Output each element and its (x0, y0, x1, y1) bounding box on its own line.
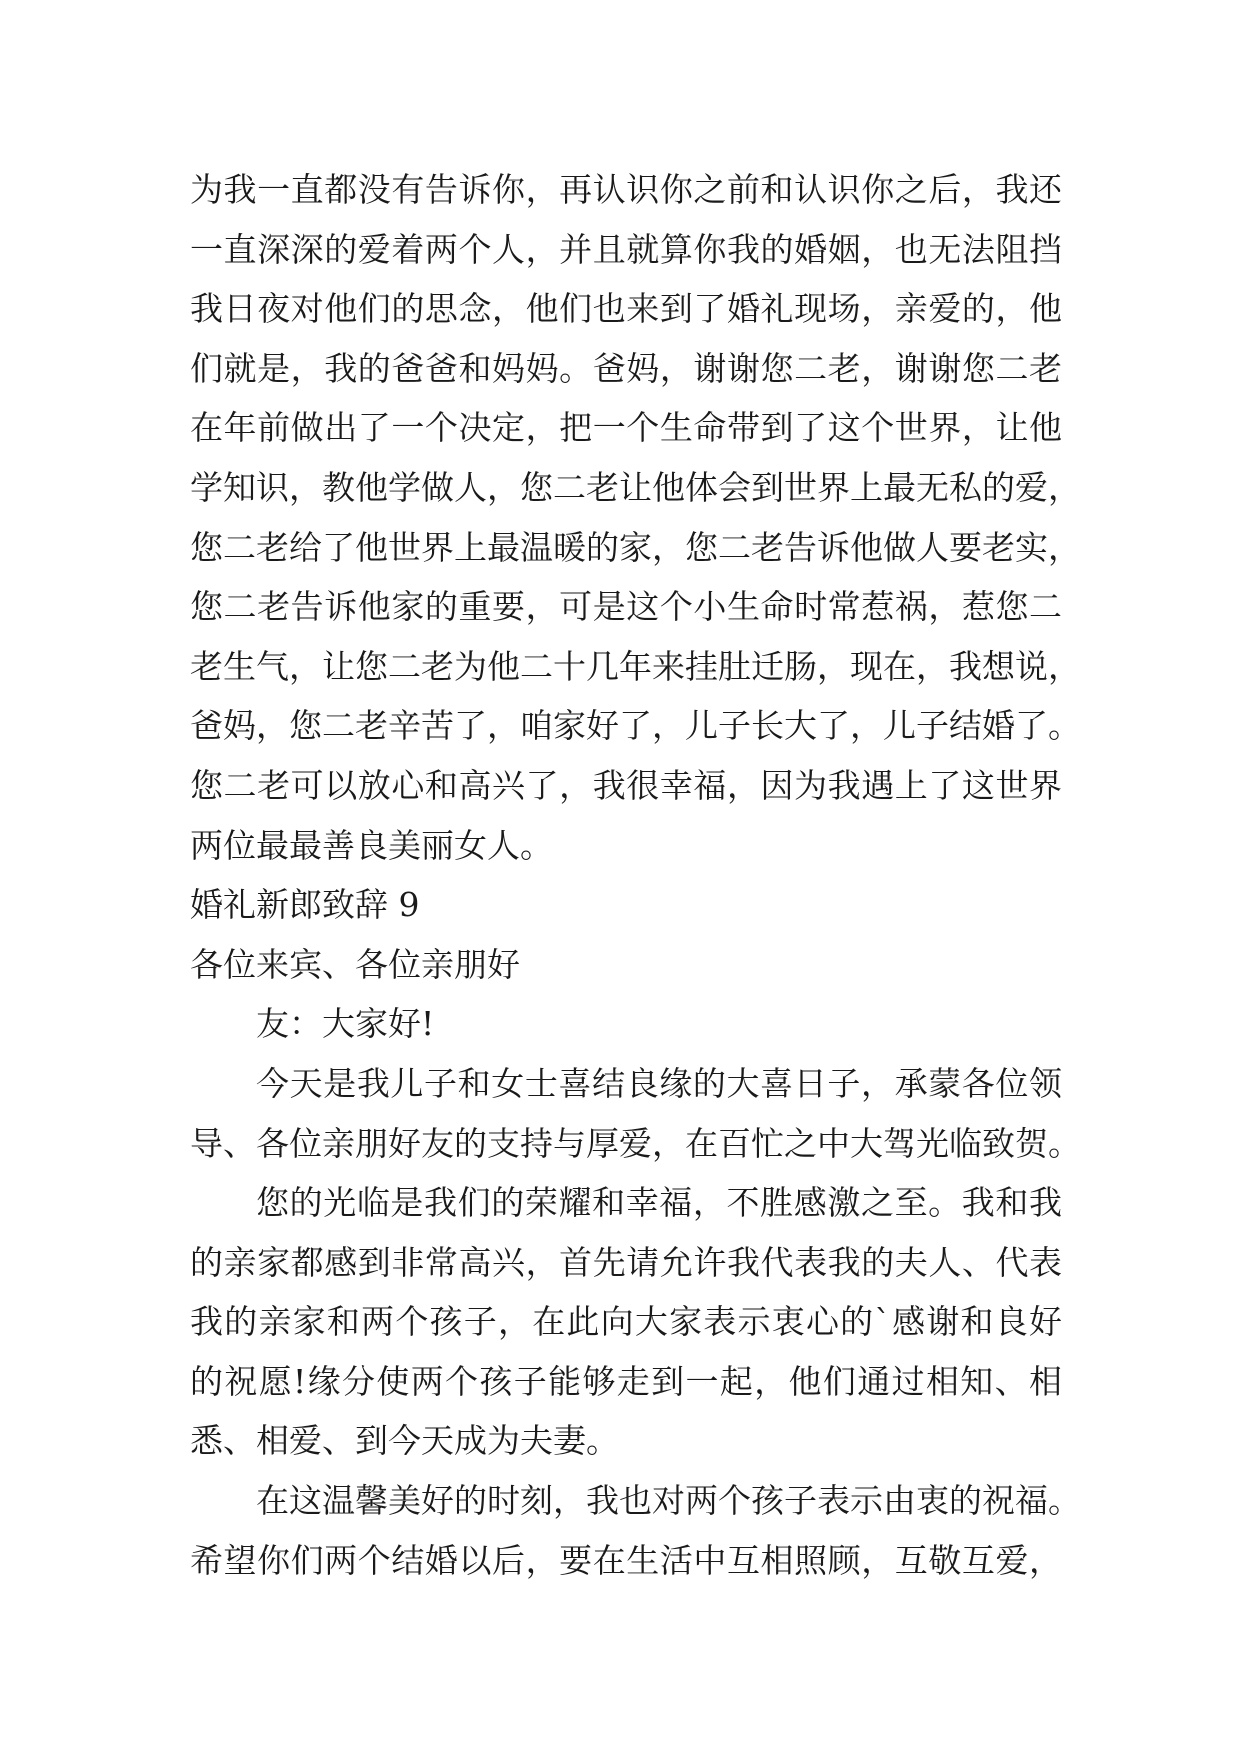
paragraph-line: 我的亲家和两个孩子，在此向大家表示衷心的`感谢和良好 (190, 1302, 1062, 1342)
paragraph-line: 导、各位亲朋好友的支持与厚爱，在百忙之中大驾光临致贺。 (190, 1123, 1081, 1163)
paragraph-line: 学知识，教他学做人，您二老让他体会到世界上最无私的爱， (190, 467, 1081, 507)
paragraph-line: 的亲家都感到非常高兴，首先请允许我代表我的夫人、代表 (190, 1242, 1062, 1282)
paragraph-line: 两位最最善良美丽女人。 (190, 825, 553, 865)
paragraph-line: 在年前做出了一个决定，把一个生命带到了这个世界，让他 (190, 408, 1062, 448)
salutation-line: 各位来宾、各位亲朋好 (190, 944, 520, 984)
paragraph-line: 今天是我儿子和女士喜结良缘的大喜日子，承蒙各位领 (256, 1063, 1062, 1103)
salutation-line: 友：大家好! (256, 1004, 435, 1044)
paragraph-line: 您二老告诉他家的重要，可是这个小生命时常惹祸，惹您二 (190, 587, 1062, 627)
paragraph-line: 您二老给了他世界上最温暖的家，您二老告诉他做人要老实， (190, 527, 1081, 567)
paragraph-line: 爸妈，您二老辛苦了，咱家好了，儿子长大了，儿子结婚了。 (190, 706, 1081, 746)
paragraph-line: 悉、相爱、到今天成为夫妻。 (190, 1421, 619, 1461)
paragraph-line: 的祝愿!缘分使两个孩子能够走到一起，他们通过相知、相 (190, 1361, 1062, 1401)
section-heading: 婚礼新郎致辞 9 (190, 885, 420, 925)
paragraph-line: 您的光临是我们的荣耀和幸福，不胜感激之至。我和我 (256, 1183, 1062, 1223)
paragraph-line: 我日夜对他们的思念，他们也来到了婚礼现场，亲爱的，他 (190, 289, 1062, 329)
paragraph-line: 为我一直都没有告诉你，再认识你之前和认识你之后，我还 (190, 170, 1062, 209)
paragraph-line: 们就是，我的爸爸和妈妈。爸妈，谢谢您二老，谢谢您二老 (190, 348, 1062, 388)
paragraph-line: 老生气，让您二老为他二十几年来挂肚迁肠，现在，我想说， (190, 646, 1081, 686)
paragraph-line: 您二老可以放心和高兴了，我很幸福，因为我遇上了这世界 (190, 765, 1062, 805)
paragraph-line: 在这温馨美好的时刻，我也对两个孩子表示由衷的祝福。 (256, 1481, 1081, 1521)
paragraph-line: 一直深深的爱着两个人，并且就算你我的婚姻，也无法阻挡 (190, 229, 1062, 269)
paragraph-line: 希望你们两个结婚以后，要在生活中互相照顾，互敬互爱， (190, 1540, 1062, 1580)
document-body (190, 160, 1081, 1590)
